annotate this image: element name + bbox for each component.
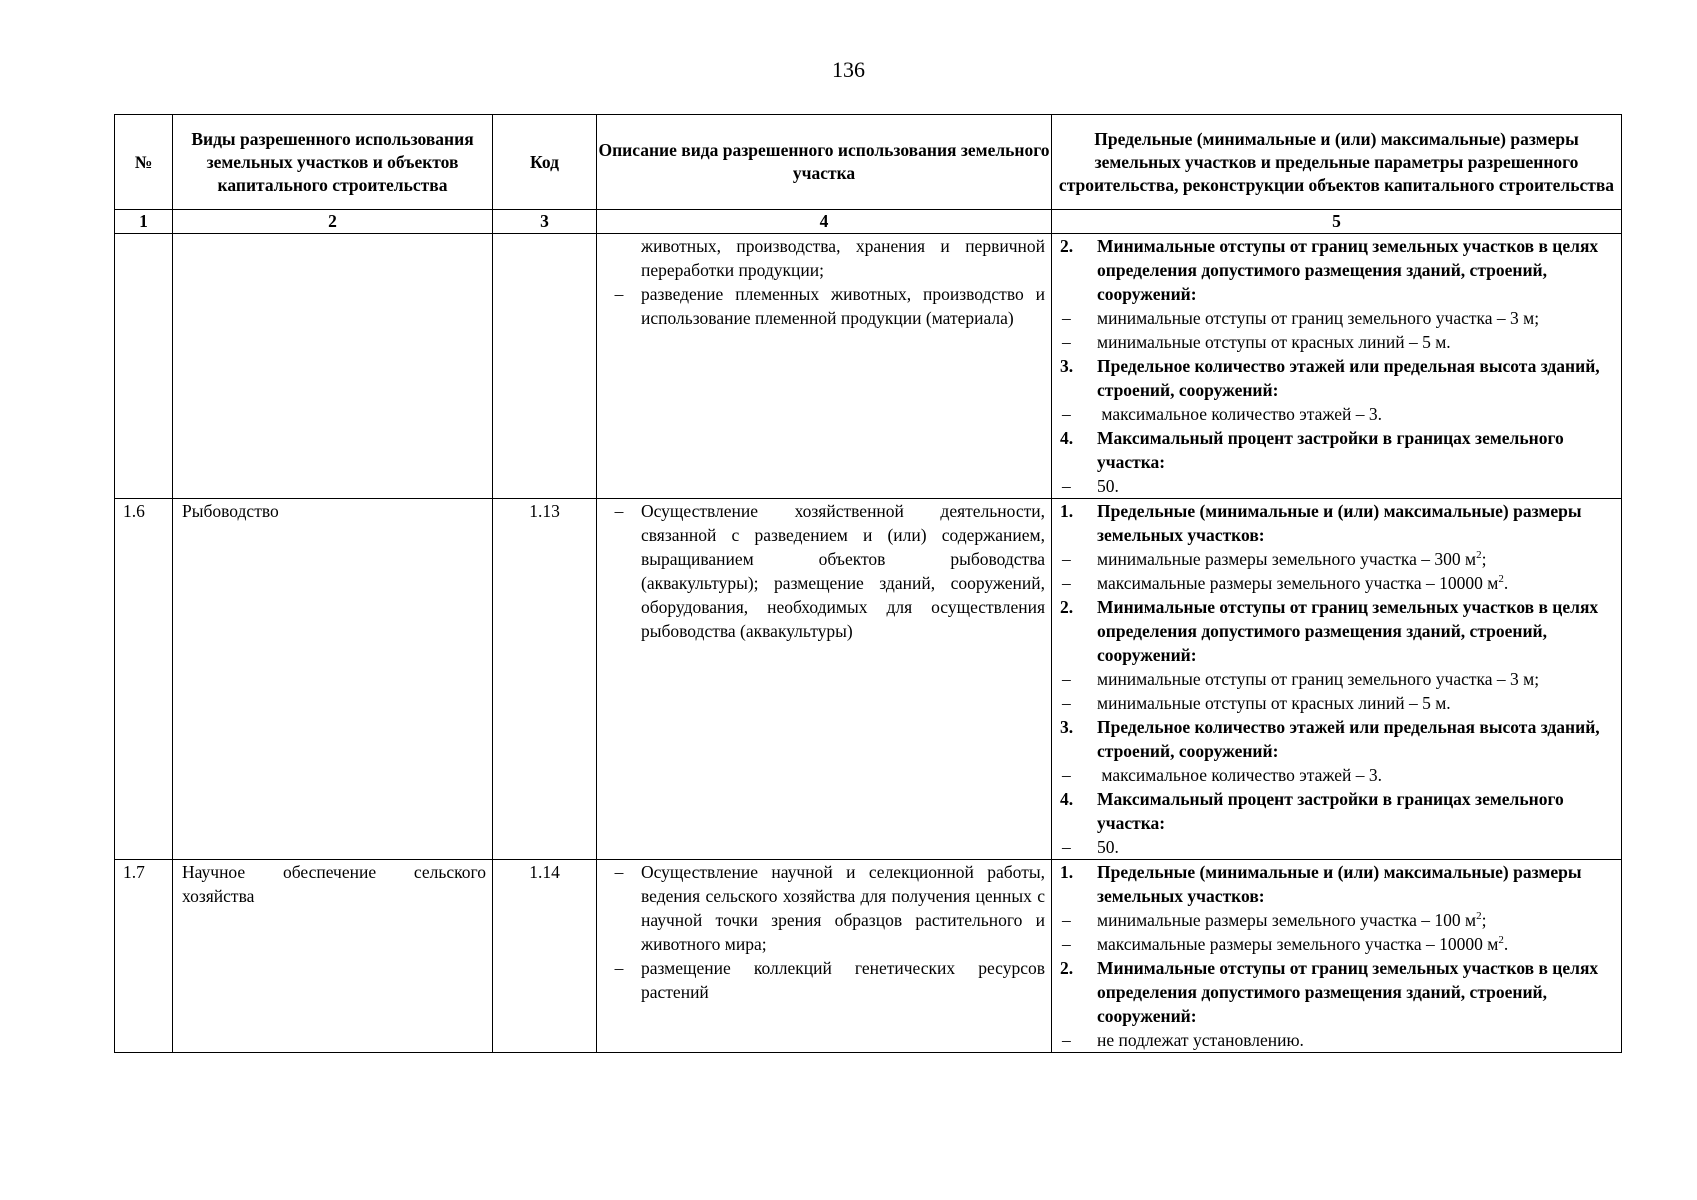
description-text: размещение коллекций генетических ресурсов растений	[641, 958, 1045, 1002]
parameter-value	[1052, 571, 1617, 595]
parameter-text-main: минимальные размеры земельного участка – 300 м	[1097, 549, 1477, 569]
parameter-text-main: Минимальные отступы от границ земельных участков в целях определения допустимого размещения зданий, строений, сооружений:	[1097, 958, 1603, 1026]
column-number: 3	[493, 210, 597, 234]
description-text: Осуществление научной и селекционной работы, ведения сельского хозяйства для получения ценных с научной точки зрения образцов растительного и животного мира;	[641, 862, 1045, 954]
row-number	[115, 234, 173, 499]
header-code: Код	[493, 115, 597, 210]
parameter-text	[1097, 787, 1617, 835]
dash-bullet: –	[1062, 308, 1071, 328]
dash-bullet: –	[614, 958, 624, 978]
unit-superscript: 2	[1498, 573, 1504, 586]
parameter-number: 3.	[1060, 356, 1074, 376]
description-item	[597, 860, 1045, 956]
dash-bullet: –	[1062, 693, 1071, 713]
parameter-value	[1052, 667, 1617, 691]
unit-superscript: 2	[1476, 910, 1482, 923]
land-use-description	[597, 234, 1052, 499]
header-limits: Предельные (минимальные и (или) максимальные) размеры земельных участков и предельные параметры разрешенного строительства, реконструкции объектов капитального строительства	[1052, 115, 1622, 210]
parameter-text	[1097, 667, 1617, 691]
parameter-text-main: Предельные (минимальные и (или) максимальные) размеры земельных участков:	[1097, 862, 1586, 906]
column-number: 4	[597, 210, 1052, 234]
dash-bullet: –	[1062, 573, 1071, 593]
parameter-text-main: Минимальные отступы от границ земельных участков в целях определения допустимого размещения зданий, строений, сооружений:	[1097, 236, 1603, 304]
land-use-table	[114, 114, 1622, 1053]
unit-superscript: 2	[1498, 934, 1504, 947]
parameter-text-main: Минимальные отступы от границ земельных участков в целях определения допустимого размещения зданий, строений, сооружений:	[1097, 597, 1603, 665]
land-use-parameters	[1052, 499, 1622, 860]
parameter-text-main: максимальное количество этажей – 3.	[1097, 765, 1383, 785]
dash-bullet: –	[614, 862, 624, 882]
parameter-heading	[1052, 426, 1617, 474]
parameter-text	[1097, 860, 1617, 908]
parameter-text-main: Предельные (минимальные и (или) максимальные) размеры земельных участков:	[1097, 501, 1586, 545]
dash-bullet: –	[614, 501, 624, 521]
parameter-heading	[1052, 787, 1617, 835]
parameter-value	[1052, 474, 1617, 498]
column-number-row	[115, 210, 1622, 234]
parameter-text-main: минимальные отступы от красных линий – 5 м.	[1097, 693, 1451, 713]
parameter-text-suffix: ;	[1481, 549, 1487, 569]
parameter-text	[1097, 426, 1617, 474]
row-number: 1.7	[115, 860, 173, 1053]
parameter-text	[1097, 1028, 1617, 1052]
land-use-parameters	[1052, 860, 1622, 1053]
dash-bullet: –	[1062, 332, 1071, 352]
parameter-text	[1097, 547, 1617, 571]
table-header-row	[115, 115, 1622, 210]
land-use-code: 1.13	[493, 499, 597, 860]
parameter-text	[1097, 595, 1617, 667]
parameter-text-main: Предельное количество этажей или предельная высота зданий, строений, сооружений:	[1097, 356, 1605, 400]
land-use-description	[597, 860, 1052, 1053]
parameter-text-suffix: .	[1503, 573, 1509, 593]
dash-bullet	[597, 234, 641, 282]
land-use-type	[173, 234, 493, 499]
column-number: 1	[115, 210, 173, 234]
parameter-number: 1.	[1060, 862, 1074, 882]
header-no: №	[115, 115, 173, 210]
dash-bullet: –	[1062, 669, 1071, 689]
parameter-text-main: Максимальный процент застройки в границах земельного участка:	[1097, 789, 1569, 833]
row-number: 1.6	[115, 499, 173, 860]
table-row	[115, 499, 1622, 860]
dash-bullet: –	[1062, 1030, 1071, 1050]
parameter-number: 1.	[1060, 501, 1074, 521]
parameter-heading	[1052, 956, 1617, 1028]
parameter-number: 4.	[1060, 789, 1074, 809]
column-number: 5	[1052, 210, 1622, 234]
parameter-text-main: минимальные отступы от границ земельного участка – 3 м;	[1097, 669, 1540, 689]
parameter-value	[1052, 402, 1617, 426]
parameter-text	[1097, 932, 1617, 956]
description-text: разведение племенных животных, производство и использование племенной продукции (материала)	[641, 284, 1045, 328]
parameter-text-main: 50.	[1097, 476, 1119, 496]
parameter-heading	[1052, 354, 1617, 402]
parameter-text-main: максимальные размеры земельного участка – 10000 м	[1097, 934, 1499, 954]
parameter-text	[1097, 571, 1617, 595]
land-use-code: 1.14	[493, 860, 597, 1053]
unit-superscript: 2	[1476, 549, 1482, 562]
parameter-number: 2.	[1060, 597, 1074, 617]
parameter-value	[1052, 835, 1617, 859]
land-use-type: Научное обеспечение сельского хозяйства	[173, 860, 493, 1053]
description-item	[597, 234, 1045, 282]
dash-bullet: –	[1062, 910, 1071, 930]
parameter-text-main: минимальные размеры земельного участка – 100 м	[1097, 910, 1477, 930]
parameter-number: 2.	[1060, 236, 1074, 256]
description-text: Осуществление хозяйственной деятельности, связанной с разведением и (или) содержанием, выращиванием объектов рыбоводства (аквакультуры); размещение зданий, сооружений, оборудования, необходимых для осуществления рыбоводства (аквакультуры)	[641, 501, 1045, 641]
dash-bullet: –	[1062, 765, 1071, 785]
parameter-text-main: 50.	[1097, 837, 1119, 857]
parameter-text-main: Предельное количество этажей или предельная высота зданий, строений, сооружений:	[1097, 717, 1605, 761]
dash-bullet: –	[1062, 476, 1071, 496]
parameter-heading	[1052, 595, 1617, 667]
parameter-text-main: Максимальный процент застройки в границах земельного участка:	[1097, 428, 1569, 472]
parameter-text	[1097, 763, 1617, 787]
page-number: 136	[832, 57, 865, 82]
dash-bullet: –	[614, 284, 624, 304]
parameter-value	[1052, 763, 1617, 787]
land-use-code	[493, 234, 597, 499]
parameter-text	[1097, 306, 1617, 330]
parameter-heading	[1052, 715, 1617, 763]
description-item	[597, 499, 1045, 643]
parameter-heading	[1052, 234, 1617, 306]
parameter-number: 3.	[1060, 717, 1074, 737]
parameter-text	[1097, 956, 1617, 1028]
parameter-text	[1097, 835, 1617, 859]
parameter-text-main: не подлежат установлению.	[1097, 1030, 1304, 1050]
parameter-text-suffix: ;	[1481, 910, 1487, 930]
parameter-value	[1052, 1028, 1617, 1052]
parameter-number: 4.	[1060, 428, 1074, 448]
header-types: Виды разрешенного использования земельных участков и объектов капитального строительства	[173, 115, 493, 210]
parameter-heading	[1052, 499, 1617, 547]
parameter-value	[1052, 932, 1617, 956]
table-row	[115, 234, 1622, 499]
parameter-number: 2.	[1060, 958, 1074, 978]
parameter-text	[1097, 402, 1617, 426]
column-number: 2	[173, 210, 493, 234]
description-item	[597, 956, 1045, 1004]
parameter-text-main: минимальные отступы от красных линий – 5 м.	[1097, 332, 1451, 352]
parameter-value	[1052, 908, 1617, 932]
parameter-text	[1097, 908, 1617, 932]
parameter-text-main: минимальные отступы от границ земельного участка – 3 м;	[1097, 308, 1540, 328]
header-description: Описание вида разрешенного использования земельного участка	[597, 115, 1052, 210]
parameter-text-main: максимальные размеры земельного участка – 10000 м	[1097, 573, 1499, 593]
parameter-text	[1097, 234, 1617, 306]
parameter-text-suffix: .	[1503, 934, 1509, 954]
description-item	[597, 282, 1045, 330]
dash-bullet: –	[1062, 549, 1071, 569]
parameter-value	[1052, 691, 1617, 715]
land-use-parameters	[1052, 234, 1622, 499]
description-text: животных, производства, хранения и первичной переработки продукции;	[641, 236, 1045, 280]
dash-bullet: –	[1062, 934, 1071, 954]
parameter-text	[1097, 330, 1617, 354]
parameter-text-main: максимальное количество этажей – 3.	[1097, 404, 1383, 424]
parameter-value	[1052, 330, 1617, 354]
land-use-description	[597, 499, 1052, 860]
parameter-text	[1097, 474, 1617, 498]
parameter-text	[1097, 354, 1617, 402]
dash-bullet: –	[1062, 404, 1071, 424]
parameter-text	[1097, 499, 1617, 547]
land-use-type: Рыбоводство	[173, 499, 493, 860]
parameter-value	[1052, 306, 1617, 330]
parameter-value	[1052, 547, 1617, 571]
dash-bullet: –	[1062, 837, 1071, 857]
table-row	[115, 860, 1622, 1053]
parameter-text	[1097, 691, 1617, 715]
parameter-text	[1097, 715, 1617, 763]
parameter-heading	[1052, 860, 1617, 908]
